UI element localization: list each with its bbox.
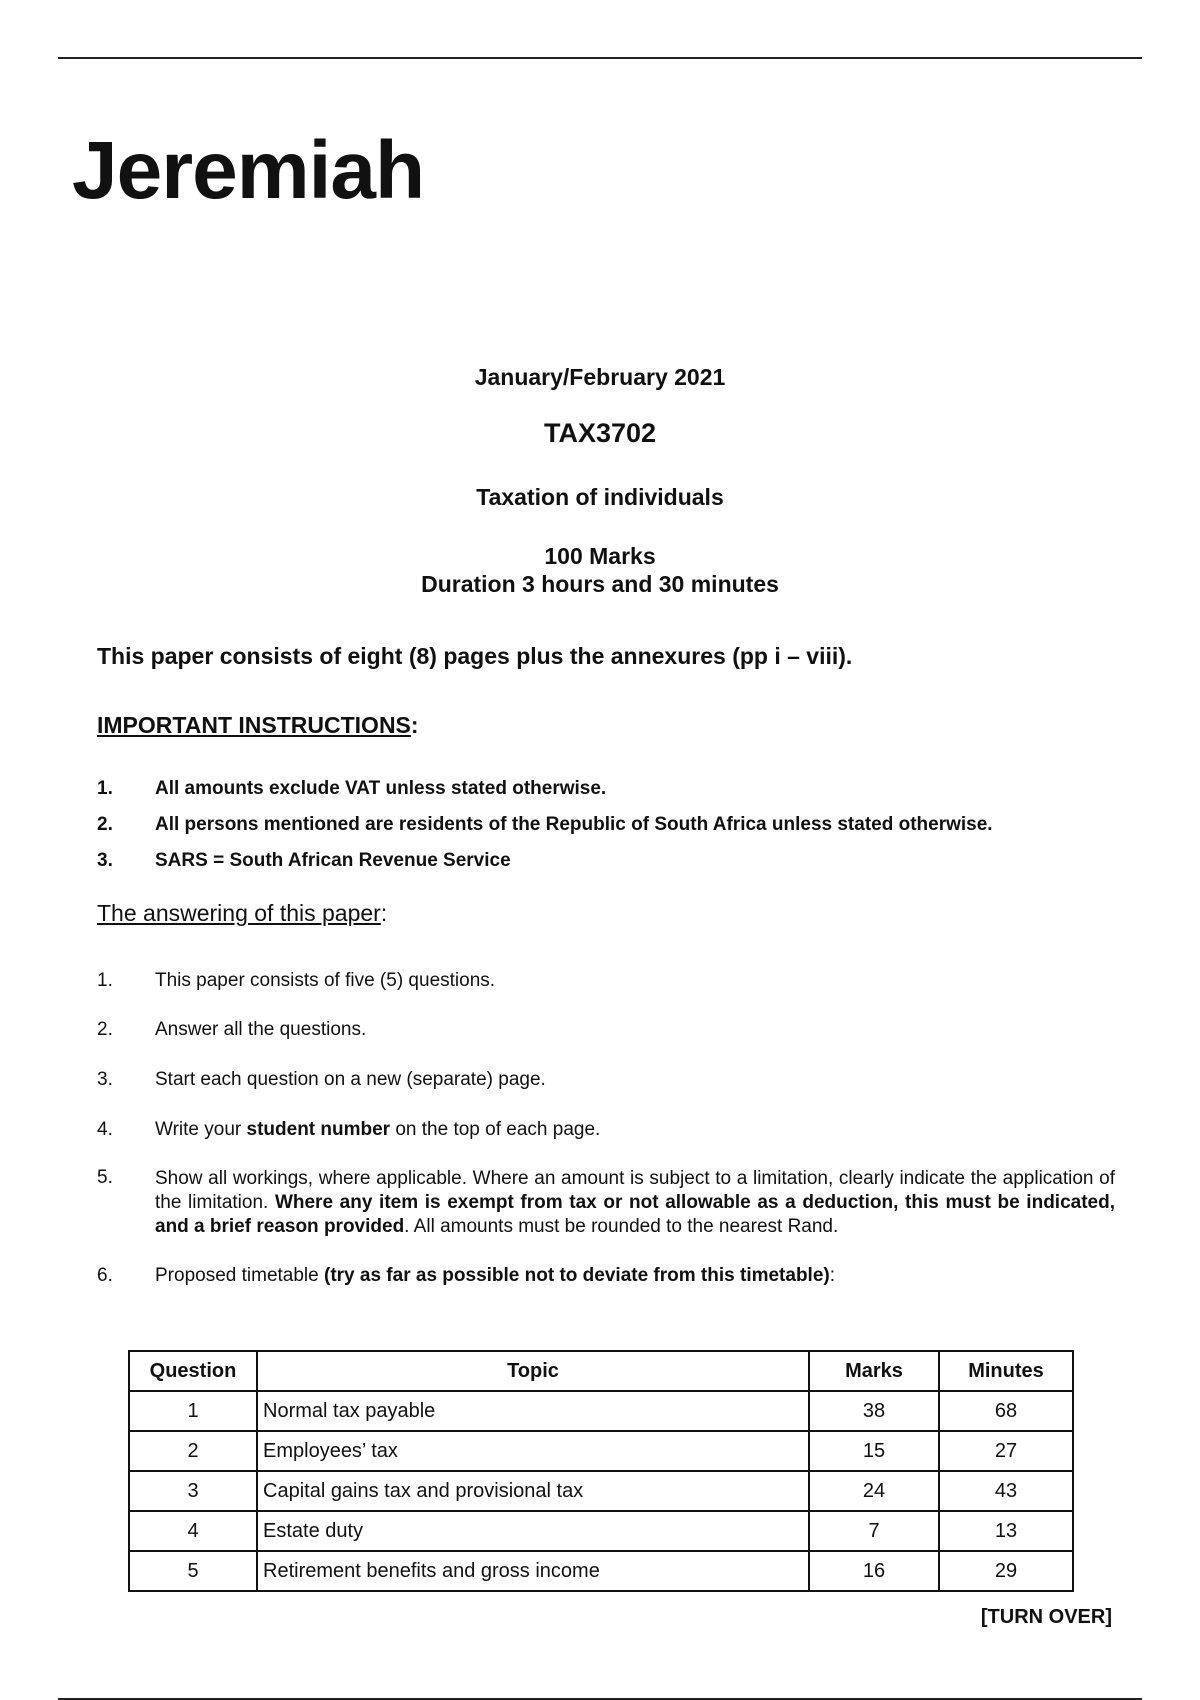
cell-minutes: 13 — [939, 1511, 1073, 1551]
cell-marks: 16 — [809, 1551, 939, 1591]
cell-minutes: 27 — [939, 1431, 1073, 1471]
table-row — [129, 1391, 1073, 1431]
item-text: All amounts exclude VAT unless stated otherwise. — [155, 778, 607, 799]
item-text: SARS = South African Revenue Service — [155, 850, 511, 871]
item-text — [155, 1167, 1115, 1239]
column-header: Question — [129, 1351, 257, 1391]
important-instructions-heading — [97, 712, 419, 739]
cell-topic: Capital gains tax and provisional tax — [257, 1471, 809, 1511]
module-code: TAX3702 — [543, 418, 657, 448]
item-text — [155, 1265, 1115, 1287]
item-text: This paper consists of five (5) questions. — [155, 970, 496, 991]
cell-topic: Retirement benefits and gross income — [257, 1551, 809, 1591]
item-number: 2. — [97, 1019, 113, 1040]
cell-question: 1 — [129, 1391, 257, 1431]
cell-topic: Estate duty — [257, 1511, 809, 1551]
text-run: on the top of each page. — [390, 1119, 601, 1140]
table-row — [129, 1511, 1073, 1551]
cell-question: 5 — [129, 1551, 257, 1591]
important-heading-colon: : — [410, 712, 419, 738]
item-number: 2. — [97, 814, 113, 835]
cell-minutes: 68 — [939, 1391, 1073, 1431]
watermark-logo: Jeremiah — [72, 125, 425, 216]
item-text: Answer all the questions. — [155, 1019, 367, 1040]
bold-run: Where any item is exempt from tax or not allowable as a deduction, this must be indicated, and a brief reason provided — [155, 1192, 1115, 1237]
exam-date: January/February 2021 — [474, 364, 726, 390]
exam-duration: Duration 3 hours and 30 minutes — [421, 571, 779, 597]
cell-marks: 24 — [809, 1471, 939, 1511]
item-number: 4. — [97, 1119, 113, 1140]
bold-run: (try as far as possible not to deviate from this timetable) — [324, 1265, 830, 1286]
column-header: Minutes — [939, 1351, 1073, 1391]
cell-marks: 7 — [809, 1511, 939, 1551]
turn-over-note: [TURN OVER] — [980, 1606, 1112, 1628]
answering-heading-colon: : — [380, 900, 388, 926]
text-run: Write your — [155, 1119, 247, 1140]
text-run: : — [829, 1265, 836, 1286]
item-text: All persons mentioned are residents of the Republic of South Africa unless stated otherwise. — [155, 814, 993, 835]
text-run: Proposed timetable — [155, 1265, 324, 1286]
cell-question: 3 — [129, 1471, 257, 1511]
top-rule — [58, 57, 1142, 59]
cell-topic: Employees’ tax — [257, 1431, 809, 1471]
cell-marks: 15 — [809, 1431, 939, 1471]
item-number: 3. — [97, 1069, 113, 1090]
item-text — [155, 1119, 1115, 1141]
text-run: Show all workings, where applicable. Where an amount is subject to a limitation, clearly indicate the application of the limitation. — [155, 1168, 1115, 1213]
item-number: 5. — [97, 1167, 113, 1188]
cell-minutes: 43 — [939, 1471, 1073, 1511]
table-row — [129, 1471, 1073, 1511]
item-text: Start each question on a new (separate) page. — [155, 1069, 546, 1090]
column-header: Topic — [257, 1351, 809, 1391]
cell-question: 4 — [129, 1511, 257, 1551]
item-number: 1. — [97, 970, 113, 991]
text-run: . All amounts must be rounded to the nearest Rand. — [404, 1216, 839, 1237]
cell-marks: 38 — [809, 1391, 939, 1431]
cell-topic: Normal tax payable — [257, 1391, 809, 1431]
cell-question: 2 — [129, 1431, 257, 1471]
timetable — [128, 1350, 1074, 1592]
paper-consists-statement: This paper consists of eight (8) pages plus the annexures (pp i – viii). — [97, 643, 853, 669]
column-header: Marks — [809, 1351, 939, 1391]
important-heading-text: IMPORTANT INSTRUCTIONS — [97, 712, 411, 738]
item-number: 3. — [97, 850, 113, 871]
table-row — [129, 1431, 1073, 1471]
table-row — [129, 1551, 1073, 1591]
item-number: 6. — [97, 1265, 113, 1286]
answering-heading — [97, 900, 387, 927]
item-number: 1. — [97, 778, 113, 799]
cell-minutes: 29 — [939, 1551, 1073, 1591]
answering-heading-text: The answering of this paper — [97, 900, 381, 926]
module-title: Taxation of individuals — [476, 484, 724, 510]
total-marks: 100 Marks — [544, 543, 656, 569]
table-header-row — [129, 1351, 1073, 1391]
bold-run: student number — [246, 1119, 391, 1140]
